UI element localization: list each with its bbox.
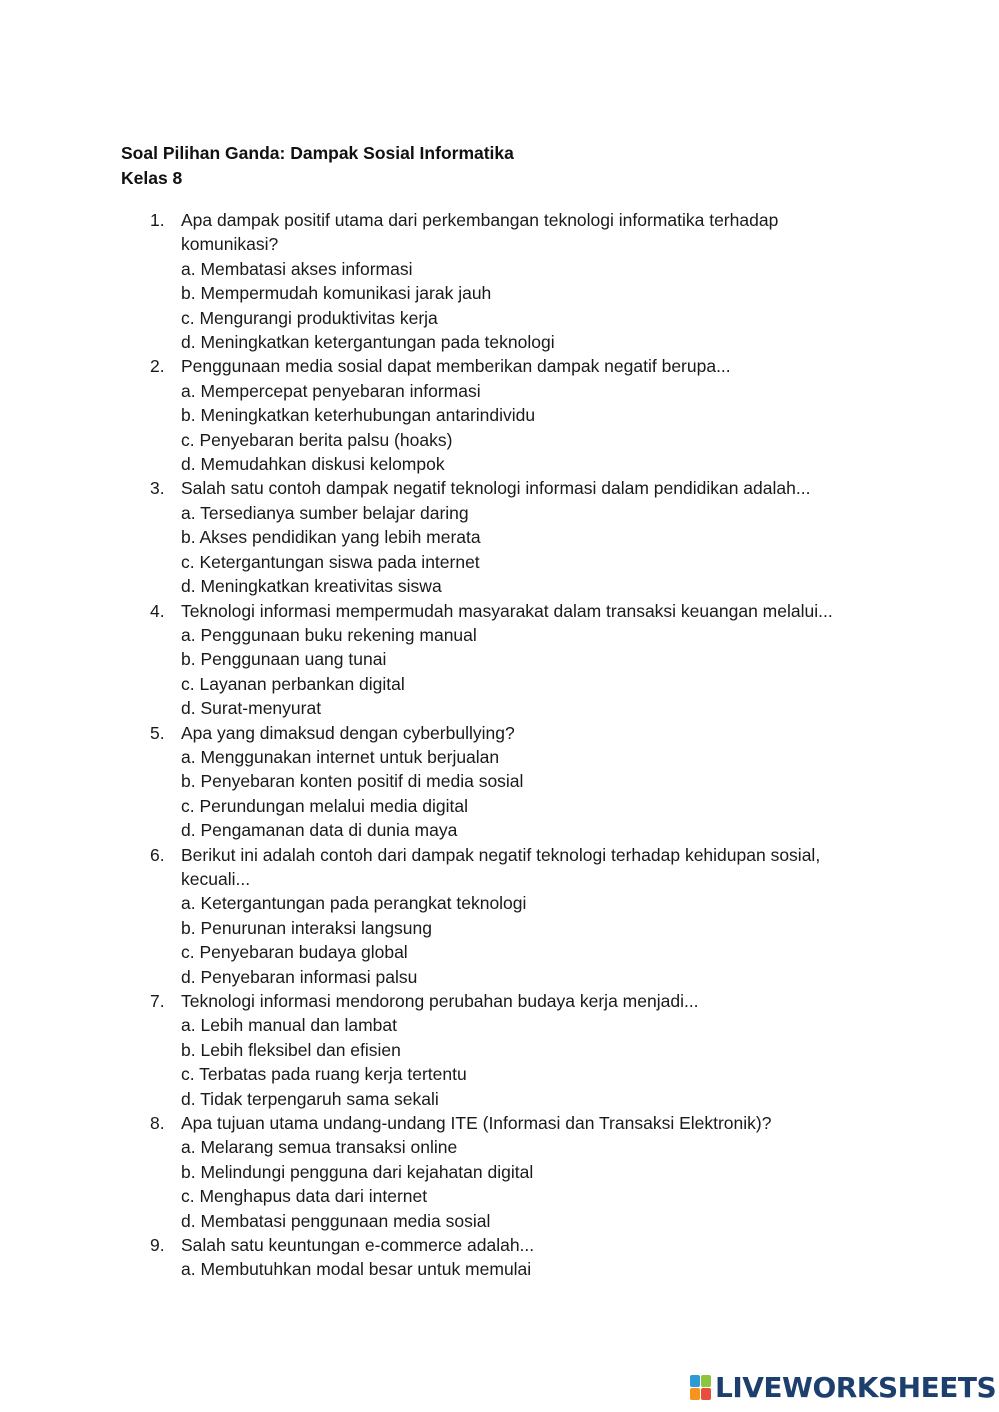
- answer-option: b. Penyebaran konten positif di media sosial: [181, 771, 524, 792]
- answer-option: b. Penggunaan uang tunai: [181, 649, 387, 670]
- answer-option: a. Mempercepat penyebaran informasi: [181, 380, 481, 401]
- question-item: [150, 843, 880, 989]
- answer-option: d. Meningkatkan kreativitas siswa: [181, 576, 442, 597]
- answer-option: b. Mempermudah komunikasi jarak jauh: [181, 283, 492, 304]
- question-item: [150, 599, 880, 721]
- question-text: Penggunaan media sosial dapat memberikan dampak negatif berupa...: [181, 356, 731, 377]
- question-number: 4.: [150, 600, 165, 621]
- question-item: [150, 476, 880, 598]
- question-number: 6.: [150, 844, 165, 865]
- answer-option: a. Ketergantungan pada perangkat teknologi: [181, 893, 527, 914]
- question-item: [150, 989, 880, 1111]
- question-text: Teknologi informasi mendorong perubahan budaya kerja menjadi...: [181, 991, 699, 1011]
- answer-option: a. Melarang semua transaksi online: [181, 1137, 458, 1158]
- answer-option: a. Membatasi akses informasi: [181, 258, 413, 279]
- answer-option: c. Terbatas pada ruang kerja tertentu: [181, 1064, 467, 1085]
- question-number: 3.: [150, 478, 165, 499]
- answer-option: d. Meningkatkan ketergantungan pada teknologi: [181, 332, 555, 353]
- answer-option: a. Penggunaan buku rekening manual: [181, 624, 477, 645]
- question-number: 2.: [150, 356, 165, 377]
- answer-option: a. Tersedianya sumber belajar daring: [181, 502, 469, 523]
- question-number: 7.: [150, 991, 165, 1011]
- question-item: [150, 721, 880, 843]
- answer-option: c. Perundungan melalui media digital: [181, 795, 468, 816]
- question-item: [150, 354, 880, 476]
- answer-option: b. Meningkatkan keterhubungan antarindividu: [181, 405, 536, 426]
- answer-option: c. Layanan perbankan digital: [181, 673, 405, 694]
- answer-option: a. Membutuhkan modal besar untuk memulai: [181, 1259, 532, 1280]
- answer-option: c. Ketergantungan siswa pada internet: [181, 551, 480, 572]
- answer-option: c. Mengurangi produktivitas kerja: [181, 307, 438, 328]
- answer-option: b. Akses pendidikan yang lebih merata: [181, 527, 481, 548]
- question-list: [150, 208, 880, 1282]
- question-text: Berikut ini adalah contoh dari dampak negatif teknologi terhadap kehidupan sosial, kecuali...: [181, 844, 821, 889]
- worksheet-title: Soal Pilihan Ganda: Dampak Sosial Informatika: [121, 143, 514, 163]
- answer-option: d. Pengamanan data di dunia maya: [181, 820, 458, 841]
- question-item: [150, 208, 880, 354]
- question-text: Apa dampak positif utama dari perkembangan teknologi informatika terhadap komunikasi?: [181, 210, 779, 255]
- answer-option: c. Penyebaran budaya global: [181, 942, 408, 963]
- question-number: 8.: [150, 1113, 165, 1134]
- answer-option: c. Menghapus data dari internet: [181, 1186, 428, 1207]
- question-text: Salah satu keuntungan e-commerce adalah...: [181, 1235, 535, 1256]
- answer-option: d. Surat-menyurat: [181, 698, 322, 719]
- answer-option: a. Lebih manual dan lambat: [181, 1015, 397, 1036]
- answer-option: c. Penyebaran berita palsu (hoaks): [181, 429, 453, 450]
- answer-option: b. Penurunan interaksi langsung: [181, 917, 433, 938]
- question-text: Teknologi informasi mempermudah masyarakat dalam transaksi keuangan melalui...: [181, 600, 833, 621]
- answer-option: b. Lebih fleksibel dan efisien: [181, 1039, 401, 1060]
- answer-option: b. Melindungi pengguna dari kejahatan digital: [181, 1161, 534, 1182]
- question-text: Apa yang dimaksud dengan cyberbullying?: [181, 722, 515, 743]
- question-item: [150, 1111, 880, 1233]
- answer-option: a. Menggunakan internet untuk berjualan: [181, 746, 500, 767]
- liveworksheets-logo: [690, 1373, 996, 1403]
- answer-option: d. Membatasi penggunaan media sosial: [181, 1210, 491, 1231]
- question-text: Apa tujuan utama undang-undang ITE (Informasi dan Transaksi Elektronik)?: [181, 1113, 772, 1134]
- question-item: [150, 1233, 880, 1282]
- answer-option: d. Tidak terpengaruh sama sekali: [181, 1088, 439, 1109]
- worksheet-subtitle: Kelas 8: [121, 168, 183, 188]
- question-number: 1.: [150, 210, 165, 230]
- answer-option: d. Penyebaran informasi palsu: [181, 966, 418, 987]
- answer-option: d. Memudahkan diskusi kelompok: [181, 454, 445, 475]
- question-number: 9.: [150, 1235, 165, 1256]
- question-text: Salah satu contoh dampak negatif teknologi informasi dalam pendidikan adalah...: [181, 478, 811, 499]
- liveworksheets-logo-icon: [690, 1375, 712, 1401]
- logo-text: LIVEWORKSHEETS: [715, 1371, 997, 1404]
- question-number: 5.: [150, 722, 165, 743]
